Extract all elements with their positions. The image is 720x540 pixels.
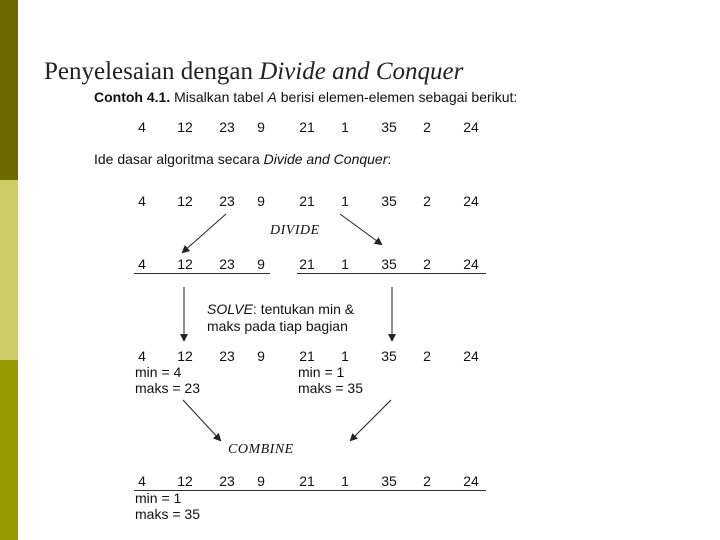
array-cell: 12 <box>177 119 193 135</box>
combine-label: COMBINE <box>228 442 294 457</box>
array-cell: 9 <box>257 348 265 364</box>
example-var: A <box>267 89 277 105</box>
example-text-2: berisi elemen-elemen sebagai berikut: <box>276 89 518 105</box>
array-cell: 4 <box>138 119 146 135</box>
array-cell: 23 <box>219 348 235 364</box>
array-cell: 12 <box>177 256 193 272</box>
combine-arrow-right <box>351 400 391 440</box>
array-cell: 21 <box>299 256 315 272</box>
final-array-cell: 9 <box>257 473 265 489</box>
array-cell: 1 <box>341 256 349 272</box>
array-cell: 12 <box>177 193 193 209</box>
array-cell: 24 <box>463 119 479 135</box>
array-cell: 24 <box>463 256 479 272</box>
array-cell: 2 <box>423 256 431 272</box>
title-italic: Divide and Conquer <box>259 58 464 85</box>
final-array-cell: 12 <box>177 473 193 489</box>
array-cell: 35 <box>381 193 397 209</box>
left-min: min = 4 <box>135 364 182 380</box>
idea-italic: Divide and Conquer <box>263 151 388 167</box>
array-cell: 23 <box>219 193 235 209</box>
final-array-cell: 24 <box>463 473 479 489</box>
final-array-cell: 23 <box>219 473 235 489</box>
array-cell: 9 <box>257 193 265 209</box>
array-cell: 21 <box>299 193 315 209</box>
example-text-1: Misalkan tabel <box>170 89 268 105</box>
array-cell: 4 <box>138 348 146 364</box>
divide-label: DIVIDE <box>270 223 320 238</box>
array-cell: 12 <box>177 348 193 364</box>
solve-line1: : tentukan min & <box>252 301 355 317</box>
final-array-cell: 2 <box>423 473 431 489</box>
array-cell: 1 <box>341 119 349 135</box>
array-cell: 35 <box>381 256 397 272</box>
final-array-cell: 1 <box>341 473 349 489</box>
array-cell: 9 <box>257 256 265 272</box>
array-cell: 24 <box>463 348 479 364</box>
final-min: min = 1 <box>135 490 182 506</box>
array-cell: 1 <box>341 193 349 209</box>
right-min: min = 1 <box>298 364 345 380</box>
combine-arrow-left <box>183 400 220 440</box>
example-number: Contoh 4.1. <box>94 89 171 105</box>
divide-arrow-left <box>183 214 226 252</box>
idea-text-2: : <box>387 151 392 167</box>
array-cell: 35 <box>381 348 397 364</box>
array-cell: 21 <box>299 348 315 364</box>
divide-arrow-right <box>340 214 381 244</box>
solve-line2: maks pada tiap bagian <box>207 318 348 334</box>
left-maks: maks = 23 <box>135 380 200 396</box>
array-cell: 1 <box>341 348 349 364</box>
array-cell: 24 <box>463 193 479 209</box>
array-cell: 23 <box>219 119 235 135</box>
array-cell: 21 <box>299 119 315 135</box>
array-cell: 23 <box>219 256 235 272</box>
final-array-cell: 35 <box>381 473 397 489</box>
title-text: Penyelesaian dengan <box>44 58 260 85</box>
array-cell: 4 <box>138 193 146 209</box>
array-cell: 4 <box>138 256 146 272</box>
right-maks: maks = 35 <box>298 380 363 396</box>
final-array-cell: 21 <box>299 473 315 489</box>
final-maks: maks = 35 <box>135 506 200 522</box>
array-cell: 9 <box>257 119 265 135</box>
final-array-cell: 4 <box>138 473 146 489</box>
array-cell: 2 <box>423 193 431 209</box>
array-cell: 2 <box>423 119 431 135</box>
array-cell: 2 <box>423 348 431 364</box>
array-cell: 35 <box>381 119 397 135</box>
solve-italic: SOLVE <box>207 301 253 317</box>
idea-text-1: Ide dasar algoritma secara <box>94 151 264 167</box>
